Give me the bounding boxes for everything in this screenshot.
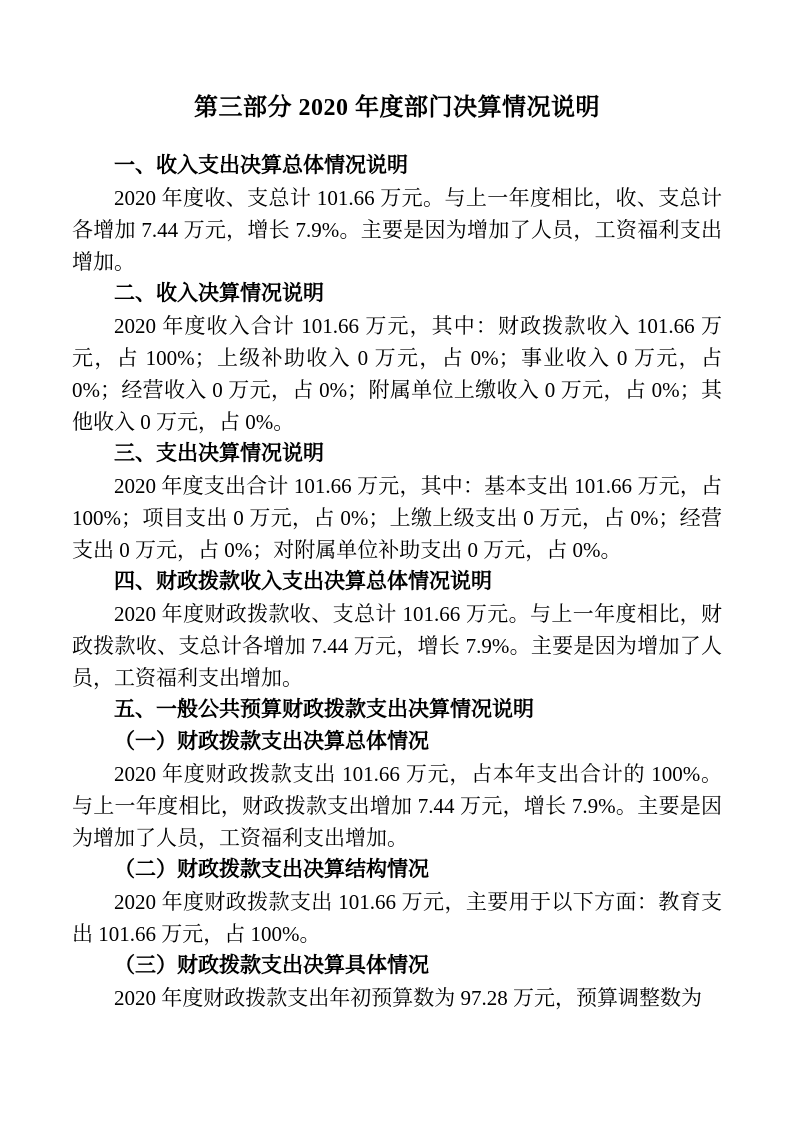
section-4-heading: 四、财政拨款收入支出决算总体情况说明 [114,570,492,593]
section-3-heading: 三、支出决算情况说明 [114,442,324,465]
section-income-final-accounts [72,278,722,438]
section-4-paragraph: 2020 年度财政拨款收、支总计 101.66 万元。与上一年度相比，财政拨款收、支总计各增加 7.44 万元，增长 7.9%。主要是因为增加了人员，工资福利支出增加。 [72,602,722,690]
subsection-expense-overall [72,726,722,854]
section-5-heading: 五、一般公共预算财政拨款支出决算情况说明 [114,698,534,721]
subsection-1-paragraph: 2020 年度财政拨款支出 101.66 万元，占本年支出合计的 100%。与上一年度相比，财政拨款支出增加 7.44 万元，增长 7.9%。主要是因为增加了人员，工资福利支出增加。 [72,762,722,850]
subsection-2-paragraph: 2020 年度财政拨款支出 101.66 万元，主要用于以下方面：教育支出 101.66 万元，占 100%。 [72,890,722,946]
section-3-paragraph: 2020 年度支出合计 101.66 万元，其中：基本支出 101.66 万元，占 100%；项目支出 0 万元，占 0%；上缴上级支出 0 万元，占 0%；经营支出 0 万元，占 0%；对附属单位补助支出 0 万元，占 0%。 [72,474,722,562]
subsection-1-heading: （一）财政拨款支出决算总体情况 [114,730,429,753]
document-title: 第三部分 2020 年度部门决算情况说明 [194,95,600,121]
section-1-heading: 一、收入支出决算总体情况说明 [114,154,408,177]
section-public-budget-expense [72,694,722,726]
subsection-2-heading: （二）财政拨款支出决算结构情况 [114,858,429,881]
subsection-expense-detail [72,950,722,1014]
subsection-3-paragraph: 2020 年度财政拨款支出年初预算数为 97.28 万元，预算调整数为 [114,986,702,1010]
section-expense-final-accounts [72,438,722,566]
subsection-3-heading: （三）财政拨款支出决算具体情况 [114,954,429,977]
section-fiscal-appropriation-overview [72,566,722,694]
section-2-heading: 二、收入决算情况说明 [114,282,324,305]
section-income-expense-overview [72,150,722,278]
section-2-paragraph: 2020 年度收入合计 101.66 万元，其中：财政拨款收入 101.66 万元，占 100%；上级补助收入 0 万元，占 0%；事业收入 0 万元，占 0%；经营收入 0 万元，占 0%；附属单位上缴收入 0 万元，占 0%；其他收入 0 万元，占 0%。 [72,314,722,434]
subsection-expense-structure [72,854,722,950]
section-1-paragraph: 2020 年度收、支总计 101.66 万元。与上一年度相比，收、支总计各增加 7.44 万元，增长 7.9%。主要是因为增加了人员，工资福利支出增加。 [72,186,722,274]
